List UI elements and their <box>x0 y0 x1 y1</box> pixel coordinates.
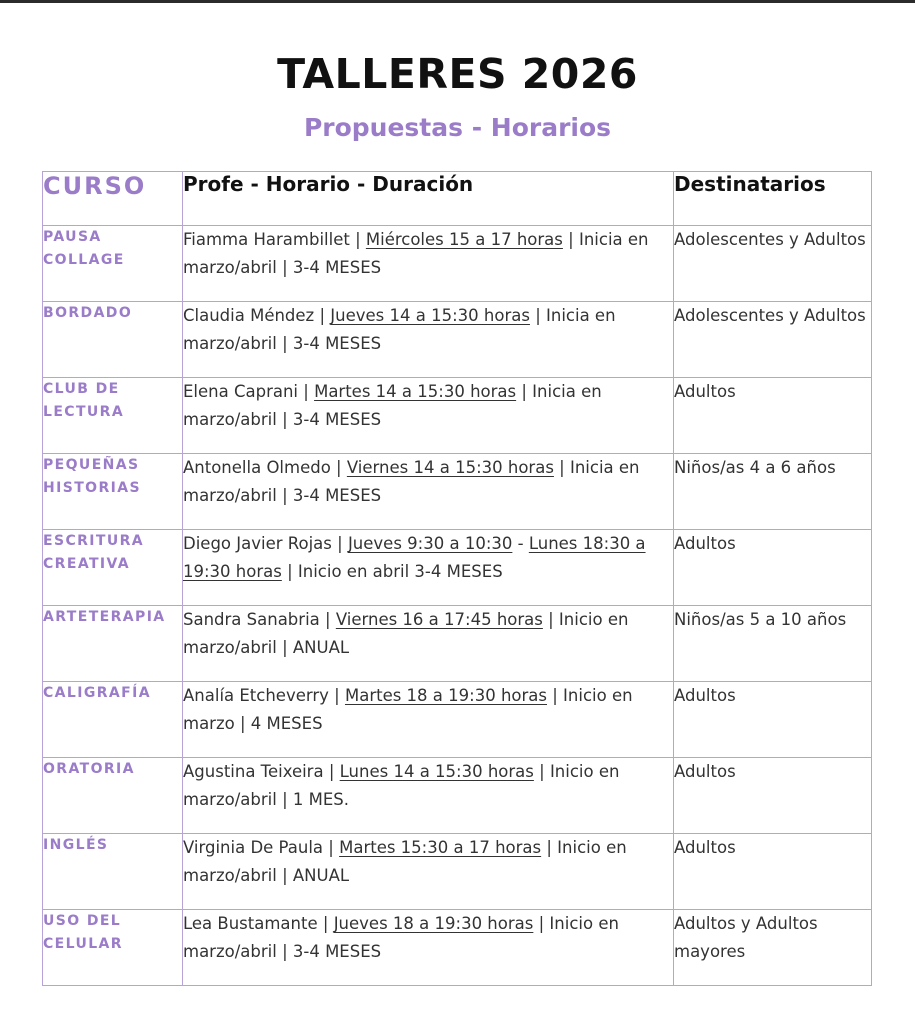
course-name: ORATORIA <box>43 758 183 834</box>
course-details <box>183 302 674 378</box>
schedule-time: Martes 18 a 19:30 horas <box>344 686 547 705</box>
table-row <box>43 758 872 834</box>
table-row <box>43 378 872 454</box>
course-details <box>183 834 674 910</box>
course-details <box>183 226 674 302</box>
schedule-time: Viernes 16 a 17:45 horas <box>335 610 543 629</box>
table-row <box>43 454 872 530</box>
start-duration: | Inicia en marzo/abril | 3-4 MESES <box>183 458 640 505</box>
teacher-name: Fiamma Harambillet | <box>183 230 361 249</box>
schedule-time: Jueves 9:30 a 10:30 <box>347 534 513 553</box>
audience: Adultos <box>674 530 872 606</box>
course-details <box>183 682 674 758</box>
course-name: CALIGRAFÍA <box>43 682 183 758</box>
teacher-name: Virginia De Paula | <box>183 838 334 857</box>
teacher-name: Antonella Olmedo | <box>183 458 342 477</box>
schedule-time: Martes 15:30 a 17 horas <box>339 838 542 857</box>
start-duration: | Inicio en marzo/abril | ANUAL <box>183 610 629 657</box>
teacher-name: Sandra Sanabria | <box>183 610 331 629</box>
teacher-name: Claudia Méndez | <box>183 306 326 325</box>
start-duration: | Inicio en abril 3-4 MESES <box>287 562 503 581</box>
course-name: BORDADO <box>43 302 183 378</box>
course-name: PEQUEÑAS HISTORIAS <box>43 454 183 530</box>
start-duration: | Inicio en marzo | 4 MESES <box>183 686 633 733</box>
table-row <box>43 910 872 986</box>
schedule-time-2: Lunes 18:30 a 19:30 horas <box>183 534 646 581</box>
header-profe-horario: Profe - Horario - Duración <box>183 172 674 226</box>
schedule-time: Viernes 14 a 15:30 horas <box>346 458 554 477</box>
audience: Niños/as 4 a 6 años <box>674 454 872 530</box>
course-name: CLUB DE LECTURA <box>43 378 183 454</box>
table-row <box>43 530 872 606</box>
teacher-name: Lea Bustamante | <box>183 914 329 933</box>
start-duration: | Inicia en marzo/abril | 3-4 MESES <box>183 230 649 277</box>
course-details <box>183 910 674 986</box>
table-row <box>43 682 872 758</box>
table-row <box>43 834 872 910</box>
start-duration: | Inicio en marzo/abril | ANUAL <box>183 838 627 885</box>
audience: Adolescentes y Adultos <box>674 302 872 378</box>
course-details <box>183 378 674 454</box>
start-duration: | Inicia en marzo/abril | 3-4 MESES <box>183 306 616 353</box>
audience: Niños/as 5 a 10 años <box>674 606 872 682</box>
audience: Adultos <box>674 682 872 758</box>
teacher-name: Agustina Teixeira | <box>183 762 335 781</box>
audience: Adultos y Adultos mayores <box>674 910 872 986</box>
schedule-time: Miércoles 15 a 17 horas <box>365 230 563 249</box>
course-name: ESCRITURA CREATIVA <box>43 530 183 606</box>
start-duration: | Inicia en marzo/abril | 3-4 MESES <box>183 382 602 429</box>
start-duration: | Inicio en marzo/abril | 1 MES. <box>183 762 620 809</box>
start-duration: | Inicio en marzo/abril | 3-4 MESES <box>183 914 619 961</box>
course-details <box>183 606 674 682</box>
course-details <box>183 758 674 834</box>
audience: Adolescentes y Adultos <box>674 226 872 302</box>
teacher-name: Elena Caprani | <box>183 382 309 401</box>
page-title: TALLERES 2026 <box>277 50 638 98</box>
course-name: ARTETERAPIA <box>43 606 183 682</box>
page-subtitle: Propuestas - Horarios <box>303 113 612 142</box>
schedule-table <box>42 171 872 986</box>
header-curso: CURSO <box>43 172 183 226</box>
table-header-row <box>43 172 872 226</box>
table-row <box>43 606 872 682</box>
course-name: USO DEL CELULAR <box>43 910 183 986</box>
audience: Adultos <box>674 834 872 910</box>
table-row <box>43 302 872 378</box>
course-name: INGLÉS <box>43 834 183 910</box>
teacher-name: Diego Javier Rojas | <box>183 534 343 553</box>
schedule-time: Lunes 14 a 15:30 horas <box>339 762 534 781</box>
audience: Adultos <box>674 758 872 834</box>
schedule-time: Jueves 14 a 15:30 horas <box>330 306 530 325</box>
schedule-separator: - <box>512 534 529 553</box>
top-border <box>0 0 915 3</box>
teacher-name: Analía Etcheverry | <box>183 686 340 705</box>
audience: Adultos <box>674 378 872 454</box>
course-name: PAUSA COLLAGE <box>43 226 183 302</box>
schedule-time: Martes 14 a 15:30 horas <box>314 382 517 401</box>
course-details <box>183 454 674 530</box>
table-row <box>43 226 872 302</box>
header-destinatarios: Destinatarios <box>674 172 872 226</box>
course-details <box>183 530 674 606</box>
schedule-time: Jueves 18 a 19:30 horas <box>333 914 534 933</box>
